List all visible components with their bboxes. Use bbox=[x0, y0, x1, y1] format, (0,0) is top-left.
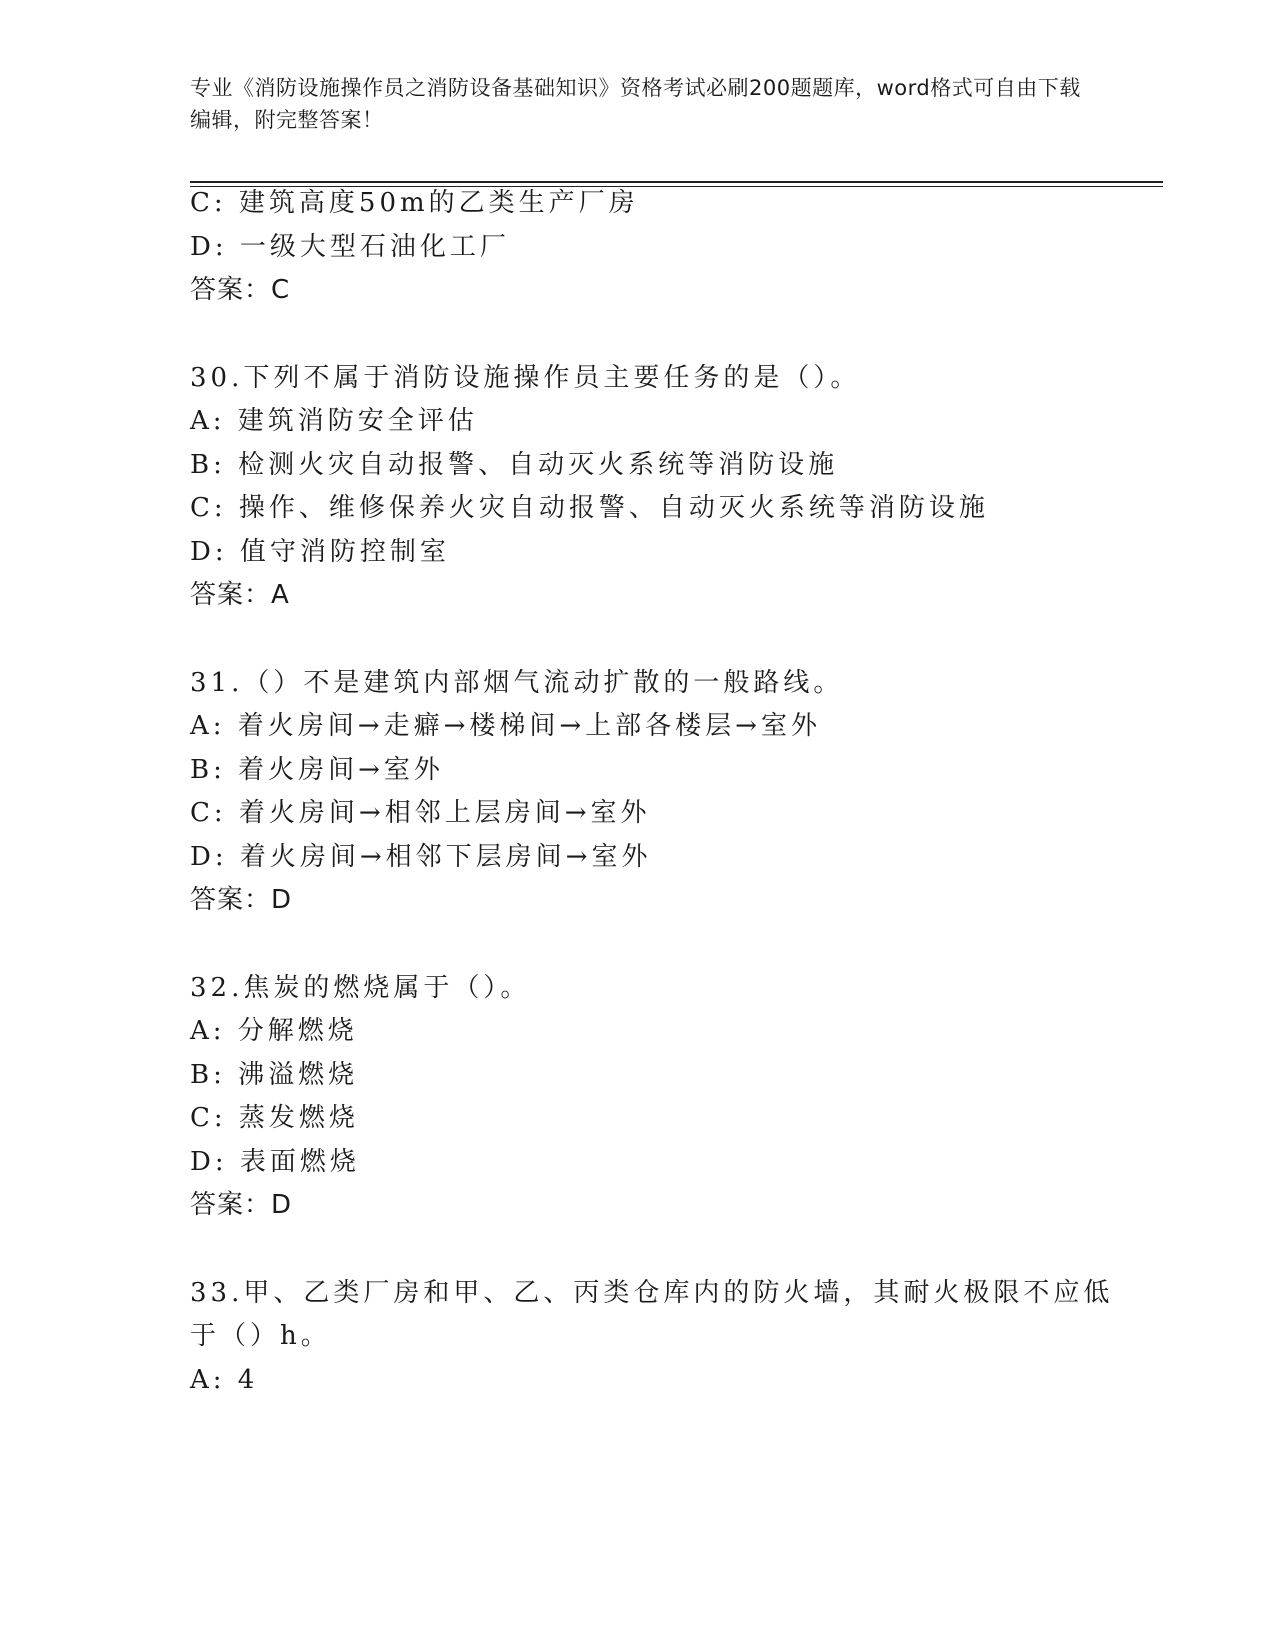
q31-option-d: D: 着火房间→相邻下层房间→室外 bbox=[190, 842, 652, 872]
q32-option-b: B: 沸溢燃烧 bbox=[190, 1060, 359, 1090]
header-divider-thick bbox=[190, 181, 1163, 183]
q33-stem-line2: 于（）h。 bbox=[190, 1321, 331, 1351]
q30-answer: 答案：A bbox=[190, 580, 290, 610]
q30-option-a: A: 建筑消防安全评估 bbox=[190, 406, 478, 436]
q32-option-d: D: 表面燃烧 bbox=[190, 1147, 360, 1177]
q31-answer: 答案：D bbox=[190, 885, 293, 915]
q32-option-a: A: 分解燃烧 bbox=[190, 1016, 358, 1046]
q31-option-b: B: 着火房间→室外 bbox=[190, 755, 444, 785]
document-header: 专业《消防设施操作员之消防设备基础知识》资格考试必刷200题题库，word格式可自由下载编辑，附完整答案！ bbox=[190, 76, 1081, 132]
q33-stem-line1: 33.甲、乙类厂房和甲、乙、丙类仓库内的防火墙，其耐火极限不应低 bbox=[190, 1278, 1114, 1308]
q31-stem: 31.（）不是建筑内部烟气流动扩散的一般路线。 bbox=[190, 668, 844, 698]
q32-answer: 答案：D bbox=[190, 1190, 293, 1220]
q29-answer: 答案：C bbox=[190, 275, 291, 305]
q30-option-d: D: 值守消防控制室 bbox=[190, 537, 450, 567]
q33-option-a: A: 4 bbox=[190, 1365, 259, 1395]
q31-option-c: C: 着火房间→相邻上层房间→室外 bbox=[190, 798, 651, 828]
q30-option-c: C: 操作、维修保养火灾自动报警、自动灭火系统等消防设施 bbox=[190, 493, 989, 523]
q31-option-a: A: 着火房间→走癖→楼梯间→上部各楼层→室外 bbox=[190, 711, 821, 741]
q32-stem: 32.焦炭的燃烧属于（）。 bbox=[190, 973, 531, 1003]
q30-stem: 30.下列不属于消防设施操作员主要任务的是（）。 bbox=[190, 363, 861, 393]
q29-option-c: C: 建筑高度50m的乙类生产厂房 bbox=[190, 188, 639, 218]
q32-option-c: C: 蒸发燃烧 bbox=[190, 1103, 359, 1133]
q29-option-d: D: 一级大型石油化工厂 bbox=[190, 232, 510, 262]
q30-option-b: B: 检测火灾自动报警、自动灭火系统等消防设施 bbox=[190, 450, 839, 480]
